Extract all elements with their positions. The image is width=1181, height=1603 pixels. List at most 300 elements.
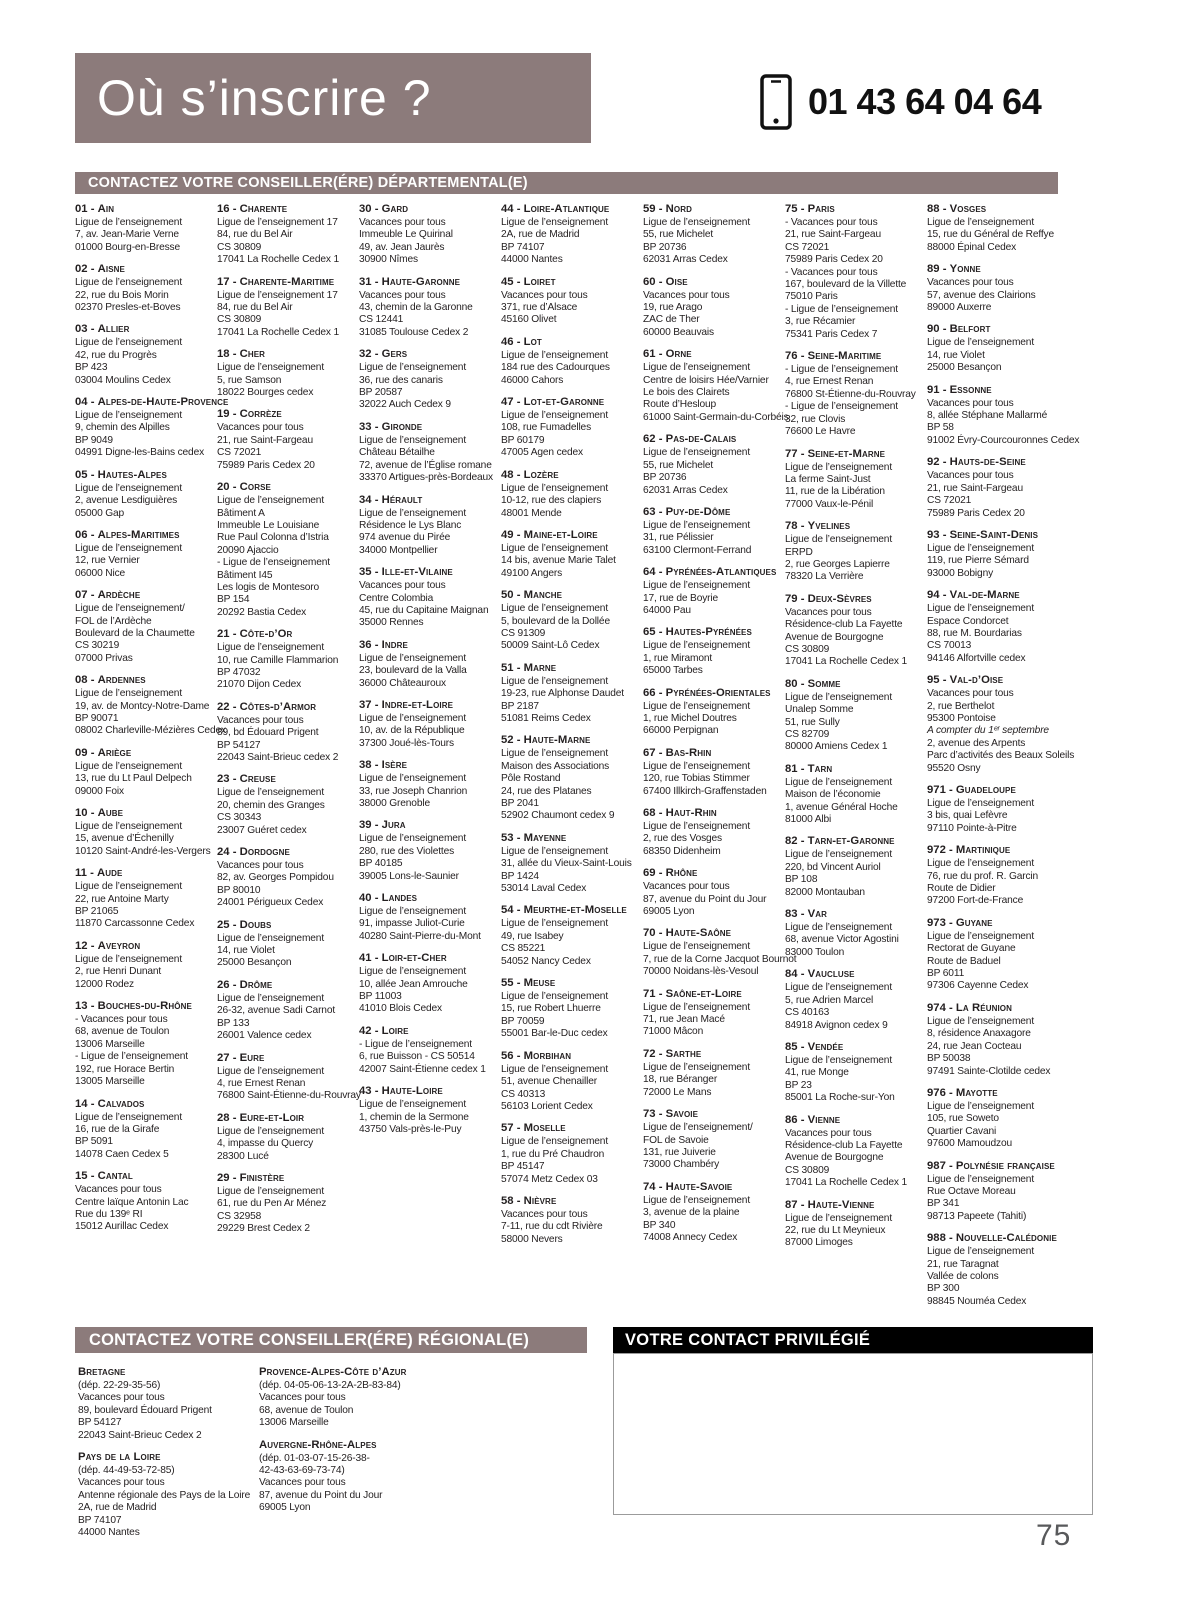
entry-heading bbox=[78, 1451, 259, 1464]
entry-address-line: Ligue de l’enseignement 17 bbox=[217, 289, 338, 301]
entry-address-line: Ligue de l’enseignement bbox=[217, 1065, 324, 1077]
entry-name: Nouvelle-Calédonie bbox=[955, 1232, 1057, 1245]
directory-entry bbox=[643, 867, 776, 918]
entry-name: Pyrénées-Orientales bbox=[665, 686, 771, 699]
entry-address-line: 52902 Chaumont cedex 9 bbox=[501, 810, 615, 822]
entry-address-line: Ligue de l’enseignement bbox=[785, 776, 892, 788]
entry-name: Deux-Sèvres bbox=[807, 592, 872, 605]
directory-entry bbox=[643, 1181, 776, 1245]
entry-address-line: 58000 Nevers bbox=[501, 1233, 563, 1245]
entry-address-line: CS 40313 bbox=[501, 1088, 546, 1100]
entry-address-line: 17041 La Rochelle Cedex 1 bbox=[217, 326, 339, 338]
entry-address-line: 167, boulevard de la Villette bbox=[785, 279, 907, 291]
entry-address-line: 43, chemin de la Garonne bbox=[359, 302, 473, 314]
entry-address-line: Ligue de l’enseignement 17 bbox=[217, 217, 338, 228]
entry-code: 11 - bbox=[75, 867, 97, 880]
entry-name: Charente bbox=[239, 203, 288, 215]
directory-entry bbox=[359, 566, 492, 630]
entry-name: Corrèze bbox=[239, 408, 282, 421]
entry-address-line: 76, rue du prof. R. Garcin bbox=[927, 870, 1039, 882]
entry-heading bbox=[501, 734, 634, 747]
entry-address-line: 68350 Didenheim bbox=[643, 845, 721, 857]
entry-heading bbox=[359, 819, 492, 832]
entry-heading bbox=[785, 835, 918, 848]
entry-name: Haut-Rhin bbox=[665, 807, 717, 819]
entry-address-line: 1, rue Michel Doutres bbox=[643, 712, 737, 724]
entry-code: 56 - bbox=[501, 1049, 524, 1062]
entry-address-line: 72000 Le Mans bbox=[643, 1086, 712, 1098]
directory-entry bbox=[927, 263, 1060, 314]
entry-code: 35 - bbox=[359, 566, 382, 579]
entry-name: Manche bbox=[523, 589, 563, 602]
entry-address-line: 03004 Moulins Cedex bbox=[75, 374, 171, 386]
entry-address-line: Ligue de l’enseignement bbox=[501, 217, 608, 228]
entry-address-line: La ferme Saint-Just bbox=[785, 473, 871, 485]
entry-address-line: Espace Condorcet bbox=[927, 615, 1009, 627]
entry-code: 47 - bbox=[501, 396, 524, 409]
entry-address-line: - Ligue de l’enseignement bbox=[217, 557, 330, 569]
entry-code: 33 - bbox=[359, 420, 382, 433]
entry-name: Savoie bbox=[665, 1108, 699, 1121]
entry-name: Aube bbox=[97, 807, 124, 819]
entry-address-line: Ligue de l’enseignement bbox=[75, 881, 182, 893]
entry-code: 37 - bbox=[359, 698, 382, 711]
page-title: Où s’inscrire ? bbox=[75, 53, 591, 143]
entry-heading bbox=[359, 421, 492, 434]
entry-heading bbox=[785, 1041, 918, 1054]
directory-entry bbox=[259, 1439, 440, 1515]
entry-name: Indre-et-Loire bbox=[381, 698, 454, 711]
entry-address-line: Ligue de l’enseignement bbox=[501, 1136, 608, 1148]
entry-heading bbox=[217, 481, 350, 494]
entry-address-line: 42-43-63-69-73-74) bbox=[259, 1465, 345, 1477]
entry-address-line: - Ligue de l’enseignement bbox=[785, 401, 898, 413]
entry-heading bbox=[501, 336, 634, 349]
entry-heading bbox=[927, 1160, 1060, 1173]
entry-name: Loiret bbox=[523, 275, 556, 288]
entry-address-line: Ligue de l’enseignement bbox=[75, 277, 182, 289]
entry-address-line: Ligue de l’enseignement bbox=[927, 603, 1034, 615]
entry-address-line: Vacances pour tous bbox=[927, 397, 1014, 409]
directory-entry bbox=[643, 927, 797, 978]
phone-contact bbox=[760, 72, 1041, 132]
entry-address-line: 10, rue Camille Flammarion bbox=[217, 654, 339, 666]
entry-heading bbox=[643, 927, 776, 940]
entry-name: Lot bbox=[523, 335, 542, 348]
entry-address-line: BP 423 bbox=[75, 362, 108, 374]
entry-address-line: Résidence le Lys Blanc bbox=[359, 519, 462, 531]
directory-entry bbox=[785, 908, 918, 959]
entry-address-line: 2A, rue de Madrid bbox=[501, 229, 580, 241]
entry-address-line: Rectorat de Guyane bbox=[927, 943, 1016, 955]
entry-address-line: 2, avenue Lesdiguières bbox=[75, 495, 178, 507]
entry-address-line: 5, boulevard de la Dollée bbox=[501, 615, 610, 627]
entry-address-line: 01000 Bourg-en-Bresse bbox=[75, 241, 181, 253]
entry-code: 77 - bbox=[785, 447, 808, 460]
entry-name: Gard bbox=[381, 203, 409, 215]
entry-heading bbox=[927, 203, 1060, 216]
directory-entry bbox=[359, 1085, 492, 1136]
entry-address-line: BP 133 bbox=[217, 1017, 250, 1029]
entry-address-line: 14, rue Violet bbox=[217, 945, 275, 957]
directory-column bbox=[217, 203, 361, 1245]
entry-address-line: Ligue de l’enseignement bbox=[643, 217, 750, 228]
entry-address-line: 14078 Caen Cedex 5 bbox=[75, 1148, 169, 1160]
entry-heading bbox=[643, 203, 776, 216]
entry-code: 45 - bbox=[501, 275, 524, 288]
entry-name: Pas-de-Calais bbox=[665, 433, 737, 446]
entry-code: 988 - bbox=[927, 1232, 956, 1245]
entry-code: 87 - bbox=[785, 1198, 808, 1211]
entry-address-line: 36, rue des canaris bbox=[359, 374, 443, 386]
entry-address-line: 91, impasse Juliot-Curie bbox=[359, 918, 465, 930]
directory-entry bbox=[785, 203, 918, 341]
entry-name: Haute-Garonne bbox=[381, 275, 461, 288]
entry-code: 46 - bbox=[501, 335, 524, 348]
entry-name: Corse bbox=[239, 481, 271, 494]
entry-address-line: 97200 Fort-de-France bbox=[927, 895, 1024, 907]
entry-address-line: Ligue de l’enseignement bbox=[785, 1054, 892, 1066]
entry-address-line: Ligue de l’enseignement bbox=[643, 1001, 750, 1013]
entry-code: 65 - bbox=[643, 626, 666, 639]
directory-entry bbox=[217, 481, 350, 619]
entry-address-line: 22, rue du Bois Morin bbox=[75, 289, 169, 301]
entry-address-line: Ligue de l’enseignement bbox=[643, 760, 750, 772]
entry-address-line: 88, rue M. Bourdarias bbox=[927, 627, 1022, 639]
entry-address-line: BP 45147 bbox=[501, 1161, 545, 1173]
entry-address-line: 2, rue Henri Dunant bbox=[75, 966, 162, 978]
entry-name: Bretagne bbox=[78, 1366, 126, 1378]
entry-heading bbox=[643, 626, 776, 639]
entry-code: 93 - bbox=[927, 528, 950, 541]
entry-address-line: 131, rue Juiverie bbox=[643, 1146, 716, 1158]
entry-name: Isère bbox=[381, 759, 408, 772]
entry-heading bbox=[643, 747, 776, 760]
directory-entry bbox=[75, 674, 226, 738]
entry-code: 27 - bbox=[217, 1051, 240, 1064]
entry-address-line: 15012 Aurillac Cedex bbox=[75, 1221, 169, 1233]
entry-heading bbox=[75, 1098, 208, 1111]
entry-code: 49 - bbox=[501, 528, 524, 541]
entry-name: Guadeloupe bbox=[955, 784, 1016, 796]
directory-entry bbox=[501, 589, 634, 653]
entry-address-line: Ligue de l’enseignement bbox=[785, 1212, 892, 1224]
entry-address-line: Ligue de l’enseignement bbox=[643, 821, 750, 832]
entry-name: Val-d’Oise bbox=[949, 674, 1004, 687]
directory-entry bbox=[217, 1112, 350, 1163]
entry-address-line: Unalep Somme bbox=[785, 704, 854, 716]
entry-address-line: 7, av. Jean-Marie Verne bbox=[75, 229, 179, 241]
entry-address-line: 30900 Nîmes bbox=[359, 254, 418, 266]
entry-code: 03 - bbox=[75, 323, 98, 336]
entry-address-line: 47005 Agen cedex bbox=[501, 447, 584, 459]
entry-address-line: 21070 Dijon Cedex bbox=[217, 679, 302, 691]
entry-address-line: 43750 Vals-près-le-Puy bbox=[359, 1123, 462, 1135]
entry-address-line: 32, rue Clovis bbox=[785, 413, 846, 425]
entry-heading bbox=[501, 904, 634, 917]
entry-address-line: CS 72021 bbox=[785, 241, 830, 253]
page-number: 75 bbox=[1036, 1519, 1072, 1552]
directory-entry bbox=[259, 1366, 440, 1430]
entry-code: 31 - bbox=[359, 275, 382, 288]
entry-code: 81 - bbox=[785, 762, 808, 775]
entry-address-line: Immeuble Le Louisiane bbox=[217, 519, 320, 531]
directory-entry bbox=[643, 1048, 776, 1099]
entry-address-line: Ligue de l’enseignement bbox=[75, 410, 182, 422]
entry-address-line: Ligue de l’enseignement bbox=[927, 1100, 1034, 1112]
entry-address-line: 29229 Brest Cedex 2 bbox=[217, 1223, 310, 1235]
entry-address-line: 55, rue Michelet bbox=[643, 229, 714, 241]
entry-name: Paris bbox=[807, 203, 835, 215]
entry-code: 62 - bbox=[643, 433, 666, 446]
entry-address-line: 13006 Marseille bbox=[75, 1038, 145, 1050]
directory-entry bbox=[643, 747, 776, 798]
entry-heading bbox=[785, 678, 918, 691]
entry-code: 04 - bbox=[75, 396, 98, 409]
entry-address-line: 6, rue Buisson - CS 50514 bbox=[359, 1051, 475, 1063]
entry-address-line: 75341 Paris Cedex 7 bbox=[785, 328, 878, 340]
privileged-contact-heading: VOTRE CONTACT PRIVILÉGIÉ bbox=[613, 1327, 1093, 1353]
entry-heading bbox=[217, 701, 350, 714]
regional-section-heading: CONTACTEZ VOTRE CONSEILLER(ÉRE) RÉGIONAL(E) bbox=[75, 1327, 587, 1353]
entry-address-line: 184 rue des Cadourques bbox=[501, 362, 610, 374]
entry-code: 67 - bbox=[643, 746, 666, 759]
entry-address-line: BP 341 bbox=[927, 1198, 960, 1210]
entry-code: 63 - bbox=[643, 505, 666, 518]
entry-heading bbox=[75, 529, 208, 542]
entry-address-line: BP 54127 bbox=[78, 1417, 122, 1429]
entry-heading bbox=[785, 763, 918, 776]
entry-code: 06 - bbox=[75, 528, 98, 541]
entry-address-line: 65000 Tarbes bbox=[643, 665, 703, 677]
entry-address-line: FOL de Savoie bbox=[643, 1134, 709, 1146]
entry-address-line: BP 9049 bbox=[75, 434, 113, 446]
entry-name: Yvelines bbox=[807, 520, 851, 533]
entry-code: 20 - bbox=[217, 481, 240, 494]
entry-address-line: Ligue de l’enseignement bbox=[643, 1061, 750, 1073]
entry-heading bbox=[501, 977, 634, 990]
entry-address-line: CS 30219 bbox=[75, 640, 120, 652]
entry-code: 70 - bbox=[643, 927, 666, 940]
entry-heading bbox=[643, 807, 776, 820]
directory-entry bbox=[75, 747, 208, 798]
entry-heading bbox=[359, 952, 492, 965]
entry-address-line: 11, rue de la Libération bbox=[785, 486, 885, 498]
entry-name: Loire bbox=[381, 1024, 409, 1037]
entry-code: 95 - bbox=[927, 674, 950, 687]
entry-code: 51 - bbox=[501, 661, 524, 674]
entry-address-line: 8, résidence Anaxagore bbox=[927, 1028, 1031, 1040]
entry-address-line: Ligue de l’enseignement bbox=[501, 410, 608, 422]
entry-code: 83 - bbox=[785, 908, 808, 921]
entry-heading bbox=[217, 203, 350, 216]
entry-address-line: 51, rue Sully bbox=[785, 716, 840, 728]
directory-entry bbox=[501, 469, 634, 520]
directory-entry bbox=[785, 520, 918, 584]
entry-address-line: 75989 Paris Cedex 20 bbox=[785, 254, 883, 266]
directory-entry bbox=[643, 988, 776, 1039]
directory-entry bbox=[217, 203, 350, 267]
entry-address-line: Ligue de l’enseignement bbox=[75, 1111, 182, 1123]
entry-address-line: Ligue de l’enseignement bbox=[217, 992, 324, 1004]
entry-address-line: 68, avenue de Toulon bbox=[75, 1026, 170, 1038]
entry-address-line: CS 70013 bbox=[927, 640, 972, 652]
entry-heading bbox=[785, 350, 918, 363]
entry-address-line: 23007 Guéret cedex bbox=[217, 824, 307, 836]
directory-entry bbox=[75, 807, 211, 858]
directory-entry bbox=[359, 494, 492, 558]
entry-address-line: 57, avenue des Clairions bbox=[927, 289, 1036, 301]
entry-heading bbox=[643, 506, 776, 519]
entry-address-line: Ligue de l’enseignement bbox=[501, 991, 608, 1003]
entry-heading bbox=[217, 408, 350, 421]
entry-code: 30 - bbox=[359, 203, 382, 215]
entry-name: Puy-de-Dôme bbox=[665, 505, 731, 518]
entry-address-line: 64000 Pau bbox=[643, 604, 691, 616]
entry-address-line: 1, avenue Général Hoche bbox=[785, 801, 898, 813]
entry-code: 973 - bbox=[927, 916, 956, 929]
directory-entry bbox=[927, 674, 1075, 775]
entry-address-line: 70000 Noidans-lès-Vesoul bbox=[643, 966, 759, 978]
entry-code: 21 - bbox=[217, 628, 240, 641]
entry-address-line: Ligue de l’enseignement bbox=[359, 773, 466, 785]
entry-heading bbox=[785, 448, 918, 461]
entry-name: Vosges bbox=[949, 203, 987, 215]
entry-heading bbox=[259, 1439, 440, 1452]
entry-address-line: Ligue de l’enseignement bbox=[927, 542, 1034, 554]
entry-address-line: Ligue de l’enseignement bbox=[217, 642, 324, 654]
entry-address-line: - Vacances pour tous bbox=[75, 1014, 168, 1026]
entry-heading bbox=[75, 1000, 208, 1013]
directory-entry bbox=[501, 1050, 634, 1114]
entry-address-line: 34000 Montpellier bbox=[359, 544, 438, 556]
entry-address-line: Vacances pour tous bbox=[643, 881, 730, 893]
entry-address-line: Ligue de l’enseignement bbox=[359, 966, 466, 978]
entry-name: Ardèche bbox=[97, 589, 141, 602]
entry-address-line: 08002 Charleville-Mézières Cedex bbox=[75, 725, 226, 737]
entry-address-line: 33370 Artigues-près-Bordeaux bbox=[359, 472, 493, 484]
entry-address-line: 18022 Bourges cedex bbox=[217, 387, 314, 399]
entry-code: 64 - bbox=[643, 566, 666, 579]
entry-address-line: BP 54127 bbox=[217, 739, 261, 751]
entry-name: Seine-Maritime bbox=[807, 350, 882, 363]
directory-entry bbox=[359, 759, 492, 810]
entry-address-line: 57074 Metz Cedex 03 bbox=[501, 1173, 598, 1185]
entry-address-line: BP 20736 bbox=[643, 241, 687, 253]
entry-heading bbox=[217, 628, 350, 641]
entry-address-line: 15, rue du Général de Reffye bbox=[927, 229, 1055, 241]
entry-address-line: Centre laïque Antonin Lac bbox=[75, 1196, 189, 1208]
directory-entry bbox=[785, 593, 918, 669]
directory-column bbox=[501, 203, 634, 1255]
entry-address-line: 61000 Saint-Germain-du-Corbéis bbox=[643, 411, 789, 423]
entry-name: Cher bbox=[239, 348, 266, 361]
entry-address-line: Ligue de l’enseignement bbox=[501, 482, 608, 494]
entry-address-line: 41, rue Monge bbox=[785, 1067, 849, 1079]
entry-code: 05 - bbox=[75, 468, 98, 481]
entry-heading bbox=[785, 968, 918, 981]
entry-address-line: CS 72021 bbox=[217, 447, 262, 459]
directory-entry bbox=[927, 456, 1060, 520]
entry-name: Meurthe-et-Moselle bbox=[523, 904, 627, 917]
directory-entry bbox=[643, 807, 776, 858]
directory-entry bbox=[927, 1002, 1060, 1078]
entry-code: 34 - bbox=[359, 493, 382, 506]
entry-address-line: 2, rue des Vosges bbox=[643, 833, 723, 845]
entry-address-line: 42, rue du Progrès bbox=[75, 349, 157, 361]
entry-code: 82 - bbox=[785, 835, 808, 848]
entry-address-line: 69005 Lyon bbox=[643, 906, 695, 918]
entry-code: 90 - bbox=[927, 323, 950, 336]
entry-address-line: 82, av. Georges Pompidou bbox=[217, 872, 334, 884]
entry-code: 18 - bbox=[217, 348, 240, 361]
entry-heading bbox=[359, 699, 492, 712]
entry-address-line: 68, avenue de Toulon bbox=[259, 1404, 354, 1416]
entry-address-line: FOL de l’Ardèche bbox=[75, 615, 152, 627]
directory-entry bbox=[927, 917, 1060, 993]
entry-address-line: CS 30809 bbox=[217, 241, 262, 253]
entry-heading bbox=[643, 867, 776, 880]
entry-address-line: 19-23, rue Alphonse Daudet bbox=[501, 688, 624, 700]
entry-name: Aude bbox=[96, 867, 123, 880]
entry-address-line: 66000 Perpignan bbox=[643, 725, 719, 737]
entry-name: Eure-et-Loir bbox=[239, 1111, 305, 1124]
entry-address-line: 60000 Beauvais bbox=[643, 326, 714, 338]
entry-address-line: 46000 Cahors bbox=[501, 374, 564, 386]
entry-code: 15 - bbox=[75, 1170, 98, 1183]
directory-entry bbox=[501, 832, 634, 896]
entry-name: Var bbox=[807, 908, 827, 921]
entry-code: 41 - bbox=[359, 952, 382, 965]
entry-address-line: BP 1424 bbox=[501, 870, 539, 882]
smartphone-icon bbox=[760, 74, 792, 130]
entry-address-line: 48001 Mende bbox=[501, 507, 562, 519]
entry-address-line: 4, rue Ernest Renan bbox=[217, 1077, 306, 1089]
entry-name: Lozère bbox=[523, 468, 559, 481]
directory-entry bbox=[643, 276, 776, 340]
entry-name: Sarthe bbox=[665, 1047, 702, 1060]
entry-address-line: Ligue de l’enseignement bbox=[75, 482, 182, 494]
entry-address-line: 19, rue Arago bbox=[643, 302, 703, 314]
directory-entry bbox=[927, 529, 1060, 580]
entry-address-line: 13005 Marseille bbox=[75, 1076, 145, 1088]
entry-address-line: 55, rue Michelet bbox=[643, 459, 714, 471]
entry-address-line: 06000 Nice bbox=[75, 567, 126, 579]
entry-code: 976 - bbox=[927, 1086, 956, 1099]
directory-entry bbox=[501, 396, 634, 460]
entry-code: 91 - bbox=[927, 383, 950, 396]
entry-code: 32 - bbox=[359, 348, 382, 361]
entry-code: 44 - bbox=[501, 203, 524, 215]
entry-address-line: 07000 Privas bbox=[75, 652, 133, 664]
entry-code: 55 - bbox=[501, 977, 524, 990]
entry-name: Nièvre bbox=[523, 1194, 557, 1207]
entry-code: 23 - bbox=[217, 773, 240, 786]
entry-address-line: ZAC de Ther bbox=[643, 314, 700, 326]
entry-address-line: 44000 Nantes bbox=[501, 254, 563, 266]
entry-address-line: 02370 Presles-et-Boves bbox=[75, 302, 181, 314]
directory-entry bbox=[927, 589, 1060, 665]
entry-address-line: 371, rue d’Alsace bbox=[501, 302, 578, 314]
directory-entry bbox=[501, 1195, 634, 1246]
entry-name: Somme bbox=[807, 677, 841, 690]
entry-name: Ain bbox=[97, 203, 115, 215]
entry-heading bbox=[927, 456, 1060, 469]
entry-address-line: 21, rue Taragnat bbox=[927, 1258, 999, 1270]
entry-address-line: 09000 Foix bbox=[75, 785, 124, 797]
entry-code: 12 - bbox=[75, 939, 98, 952]
entry-address-line: 3 bis, quai Lefèvre bbox=[927, 810, 1008, 822]
